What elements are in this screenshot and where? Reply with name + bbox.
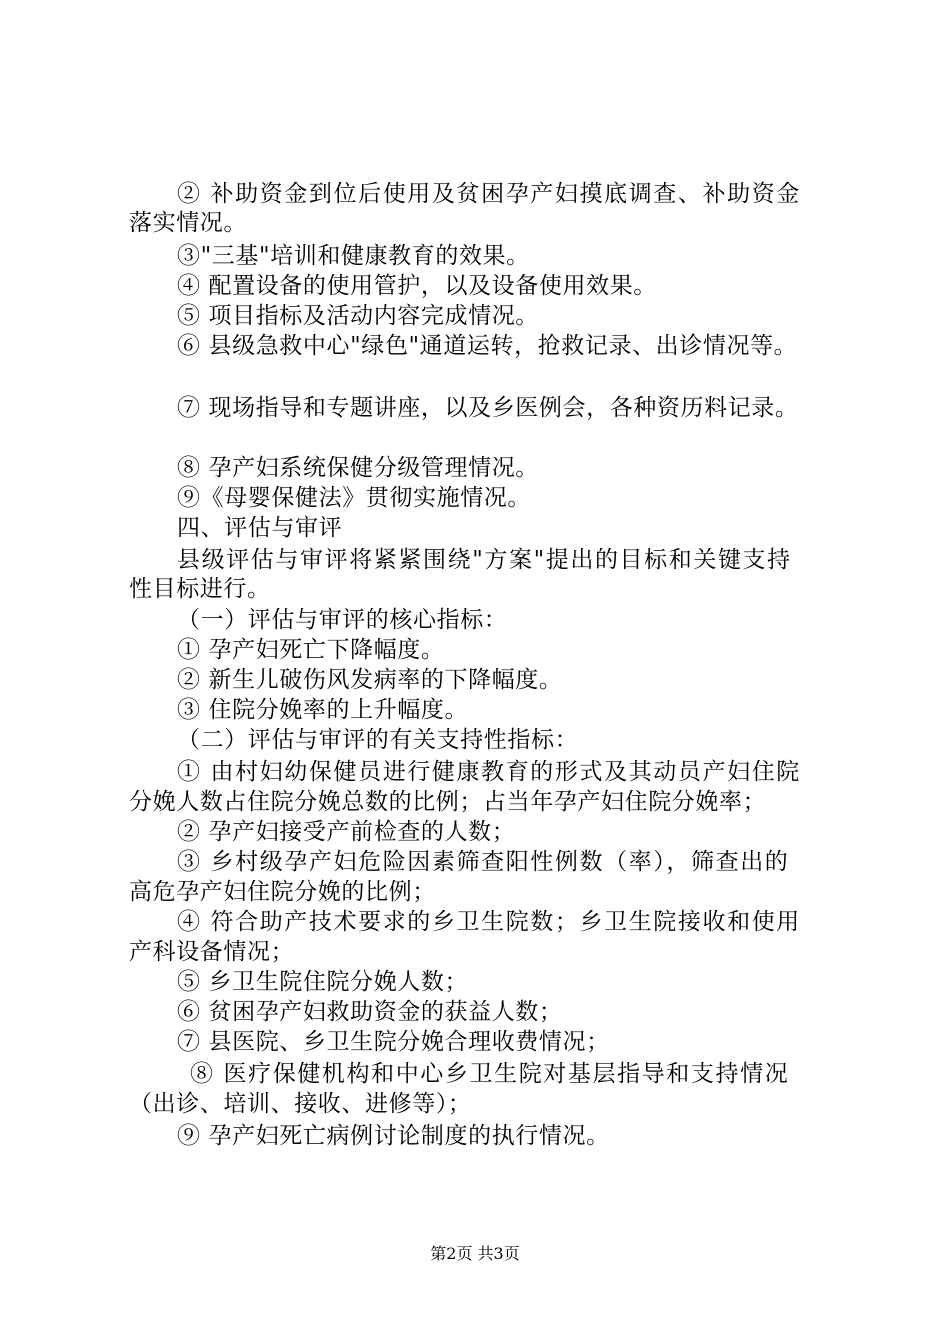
- text-line: 落实情况。: [129, 210, 247, 236]
- text-line: ⑦ 现场指导和专题讲座，以及乡医例会，各种资历料记录。: [177, 395, 799, 421]
- subsection-heading: （二）评估与审评的有关支持性指标：: [177, 727, 579, 753]
- text-line: ⑨ 孕产妇死亡病例讨论制度的执行情况。: [177, 1123, 610, 1149]
- text-line: ⑦ 县医院、乡卫生院分娩合理收费情况；: [177, 1029, 610, 1055]
- subsection-heading: （一）评估与审评的核心指标：: [177, 607, 508, 633]
- text-line: ① 孕产妇死亡下降幅度。: [177, 637, 445, 663]
- text-line: ② 新生儿破伤风发病率的下降幅度。: [177, 667, 563, 693]
- text-line: 分娩人数占住院分娩总数的比例；占当年孕产妇住院分娩率；: [129, 789, 767, 815]
- text-line: ⑧ 医疗保健机构和中心乡卫生院对基层指导和支持情况: [190, 1061, 790, 1087]
- text-line: ④ 配置设备的使用管护，以及设备使用效果。: [177, 273, 657, 299]
- text-line: ② 孕产妇接受产前检查的人数；: [177, 819, 516, 845]
- text-line: ③ 住院分娩率的上升幅度。: [177, 697, 469, 723]
- text-line: ① 由村妇幼保健员进行健康教育的形式及其动员产妇住院: [177, 759, 801, 785]
- text-line: ⑨《母婴保健法》贯彻实施情况。: [177, 485, 531, 511]
- text-line: ⑤ 项目指标及活动内容完成情况。: [177, 303, 539, 329]
- text-line: ② 补助资金到位后使用及贫困孕产妇摸底调查、补助资金: [177, 181, 801, 207]
- text-line: ③"三基"培训和健康教育的效果。: [177, 243, 530, 269]
- text-line: 高危孕产妇住院分娩的比例；: [129, 879, 436, 905]
- text-line: ⑧ 孕产妇系统保健分级管理情况。: [177, 455, 539, 481]
- text-line: ⑥ 县级急救中心"绿色"通道运转，抢救记录、出诊情况等。: [177, 333, 798, 359]
- page-footer: 第2页 共3页: [430, 1244, 520, 1263]
- text-line: 县级评估与审评将紧紧围绕"方案"提出的目标和关键支持: [177, 547, 792, 573]
- section-heading: 四、评估与审评: [177, 515, 343, 541]
- text-line: 产科设备情况；: [129, 939, 295, 965]
- text-line: ⑤ 乡卫生院住院分娩人数；: [177, 969, 469, 995]
- text-line: （出诊、培训、接收、进修等）；: [129, 1091, 472, 1117]
- text-line: 性目标进行。: [129, 576, 271, 602]
- text-line: ⑥ 贫困孕产妇救助资金的获益人数；: [177, 999, 563, 1025]
- text-line: ④ 符合助产技术要求的乡卫生院数；乡卫生院接收和使用: [177, 909, 801, 935]
- text-line: ③ 乡村级孕产妇危险因素筛查阳性例数（率），筛查出的: [177, 849, 790, 875]
